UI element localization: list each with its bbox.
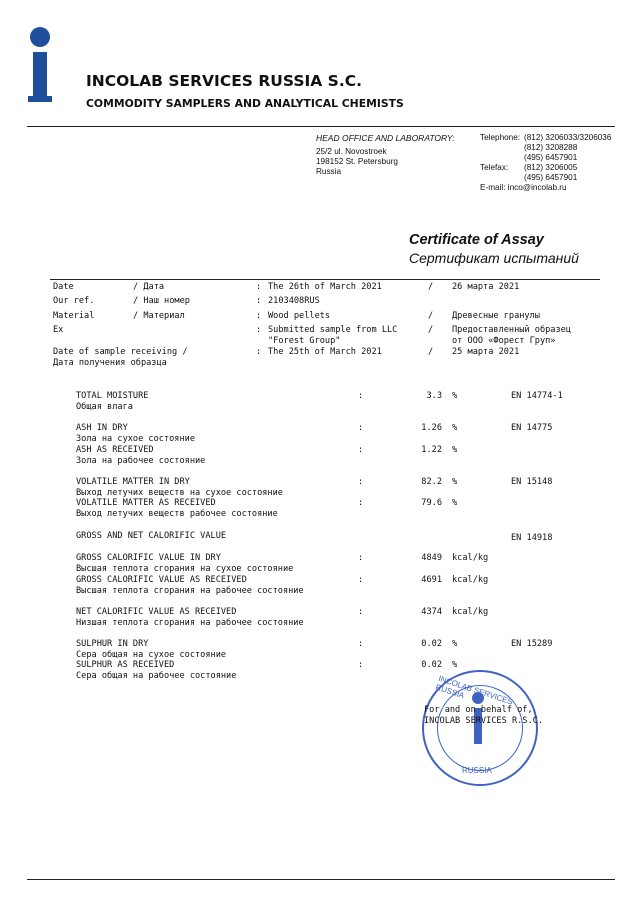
colon: : xyxy=(256,347,262,357)
result-value: 3.3 xyxy=(426,391,442,401)
result-label-ru: Низшая теплота сгорания на рабочее состояние xyxy=(76,618,304,628)
result-label-ru: Общая влага xyxy=(76,402,133,412)
result-label-ru: Выход летучих веществ рабочее состояние xyxy=(76,509,278,519)
company-subtitle: COMMODITY SAMPLERS AND ANALYTICAL CHEMISTS xyxy=(86,97,404,110)
colon: : xyxy=(358,498,364,508)
ex-value: "Forest Group" xyxy=(268,336,341,346)
result-label-ru: Выход летучих веществ на сухое состояние xyxy=(76,488,283,498)
ex-value: Submitted sample from LLC xyxy=(268,325,398,335)
result-label: NET CALORIFIC VALUE AS RECEIVED xyxy=(76,607,237,617)
result-unit: kcal/kg xyxy=(452,553,489,563)
office-heading: HEAD OFFICE AND LABORATORY: xyxy=(316,133,455,143)
result-label: SULPHUR IN DRY xyxy=(76,639,149,649)
result-value: 0.02 xyxy=(421,639,442,649)
telefax-label: Telefax: xyxy=(480,163,509,172)
result-label: GROSS CALORIFIC VALUE IN DRY xyxy=(76,553,221,563)
colon: : xyxy=(358,391,364,401)
colon: : xyxy=(358,575,364,585)
section-heading: GROSS AND NET CALORIFIC VALUE xyxy=(76,531,227,541)
material-value-ru: Древесные гранулы xyxy=(452,311,540,321)
logo-base xyxy=(28,96,52,102)
colon: : xyxy=(256,282,262,292)
colon: : xyxy=(358,553,364,563)
result-method: EN 14775 xyxy=(511,423,553,433)
result-value: 82.2 xyxy=(421,477,442,487)
result-label-ru: Зола на сухое состояние xyxy=(76,434,195,444)
colon: : xyxy=(256,325,262,335)
slash: / xyxy=(428,282,434,292)
signature-line: INCOLAB SERVICES R.S.C. xyxy=(424,716,543,726)
result-unit: % xyxy=(452,445,458,455)
result-label: TOTAL MOISTURE xyxy=(76,391,149,401)
ex-value-ru: от ООО «Форест Груп» xyxy=(452,336,556,346)
result-label-ru: Зола на рабочее состояние xyxy=(76,456,206,466)
slash: / xyxy=(428,325,434,335)
certificate-title-ru: Сертификат испытаний xyxy=(409,250,579,266)
telephone-label: Telephone: xyxy=(480,133,521,142)
receiving-value-ru: 25 марта 2021 xyxy=(452,347,520,357)
ref-value: 2103408RUS xyxy=(268,296,320,306)
stamp-top-text: INCOLAB SERVICES RUSSIA xyxy=(434,674,514,707)
colon: : xyxy=(358,445,364,455)
result-unit: kcal/kg xyxy=(452,607,489,617)
ex-label: Ex xyxy=(53,325,64,335)
signature-line: For and on behalf of, xyxy=(424,705,533,715)
office-address-line: 198152 St. Petersburg xyxy=(316,157,398,166)
colon: : xyxy=(256,296,262,306)
result-value: 1.26 xyxy=(421,423,442,433)
telephone-line: (495) 6457901 xyxy=(524,153,578,162)
ref-label: Our ref. xyxy=(53,296,95,306)
result-method: EN 15289 xyxy=(511,639,553,649)
result-value: 4374 xyxy=(421,607,442,617)
colon: : xyxy=(358,607,364,617)
result-unit: % xyxy=(452,639,458,649)
ref-label-ru: / Наш номер xyxy=(133,296,190,306)
result-unit: % xyxy=(452,498,458,508)
result-label: GROSS CALORIFIC VALUE AS RECEIVED xyxy=(76,575,247,585)
logo-bar xyxy=(33,52,47,100)
colon: : xyxy=(358,423,364,433)
receiving-label-ru: Дата получения образца xyxy=(53,358,167,368)
result-method: EN 14774-1 xyxy=(511,391,563,401)
result-method: EN 15148 xyxy=(511,477,553,487)
result-label-ru: Высшая теплота сгорания на сухое состояние xyxy=(76,564,294,574)
result-unit: % xyxy=(452,423,458,433)
colon: : xyxy=(358,477,364,487)
telephone-line: (812) 3206033/3206036 xyxy=(524,133,612,142)
telefax-line: (812) 3206005 xyxy=(524,163,578,172)
result-value: 4691 xyxy=(421,575,442,585)
slash: / xyxy=(428,311,434,321)
date-label-ru: / Дата xyxy=(133,282,165,292)
result-value: 0.02 xyxy=(421,660,442,670)
result-value: 4849 xyxy=(421,553,442,563)
receiving-label: Date of sample receiving / xyxy=(53,347,188,357)
material-value: Wood pellets xyxy=(268,311,331,321)
result-label-ru: Сера общая на сухое состояние xyxy=(76,650,227,660)
colon: : xyxy=(358,639,364,649)
result-label: VOLATILE MATTER IN DRY xyxy=(76,477,190,487)
result-label-ru: Сера общая на рабочее состояние xyxy=(76,671,237,681)
office-address-line: 25/2 ul. Novostroek xyxy=(316,147,387,156)
result-label: ASH IN DRY xyxy=(76,423,128,433)
email-text: E-mail: inco@incolab.ru xyxy=(480,183,567,192)
result-value: 1.22 xyxy=(421,445,442,455)
footer-rule xyxy=(27,879,615,880)
result-unit: % xyxy=(452,477,458,487)
company-stamp xyxy=(422,670,538,786)
result-method: EN 14918 xyxy=(511,533,553,543)
company-name: INCOLAB SERVICES RUSSIA S.C. xyxy=(86,72,362,90)
office-address-line: Russia xyxy=(316,167,342,176)
stamp-bottom-text: RUSSIA xyxy=(462,766,492,775)
certificate-title-en: Certificate of Assay xyxy=(409,232,544,248)
result-unit: kcal/kg xyxy=(452,575,489,585)
telephone-line: (812) 3208288 xyxy=(524,143,578,152)
result-label: VOLATILE MATTER AS RECEIVED xyxy=(76,498,216,508)
result-unit: % xyxy=(452,660,458,670)
ex-value-ru: Предоставленный образец xyxy=(452,325,571,335)
date-label: Date xyxy=(53,282,74,292)
result-label: SULPHUR AS RECEIVED xyxy=(76,660,175,670)
colon: : xyxy=(256,311,262,321)
slash: / xyxy=(428,347,434,357)
date-value: The 26th of March 2021 xyxy=(268,282,382,292)
telefax-line: (495) 6457901 xyxy=(524,173,578,182)
logo-dot xyxy=(30,27,50,47)
info-rule xyxy=(50,279,600,280)
result-unit: % xyxy=(452,391,458,401)
material-label-ru: / Материал xyxy=(133,311,185,321)
receiving-value: The 25th of March 2021 xyxy=(268,347,382,357)
colon: : xyxy=(358,660,364,670)
date-value-ru: 26 марта 2021 xyxy=(452,282,520,292)
result-label: ASH AS RECEIVED xyxy=(76,445,154,455)
result-value: 79.6 xyxy=(421,498,442,508)
material-label: Material xyxy=(53,311,95,321)
header-rule xyxy=(27,126,615,127)
result-label-ru: Высшая теплота сгорания на рабочее состояние xyxy=(76,586,304,596)
